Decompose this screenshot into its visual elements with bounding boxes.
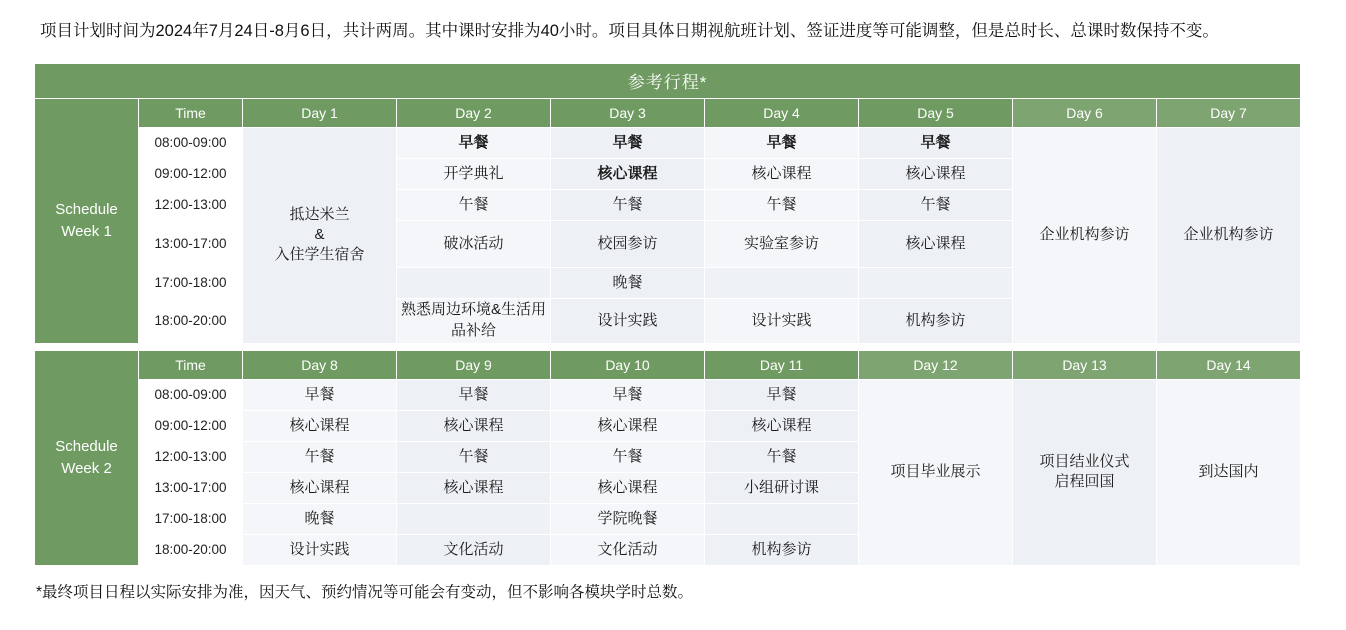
cell-day3: 晚餐 <box>551 267 705 298</box>
cell-day2: 午餐 <box>397 189 551 220</box>
time-cell: 18:00-20:00 <box>139 534 243 565</box>
week1-col-day5: Day 5 <box>859 98 1013 127</box>
cell-day10: 学院晚餐 <box>551 503 705 534</box>
cell-day4: 设计实践 <box>705 298 859 343</box>
cell-day8: 晚餐 <box>243 503 397 534</box>
week1-label-line2: Week 1 <box>61 222 112 240</box>
cell-day8: 设计实践 <box>243 534 397 565</box>
week1-day1-line1: 抵达米兰 <box>289 205 350 223</box>
cell-day9: 早餐 <box>397 379 551 410</box>
cell-day2 <box>397 267 551 298</box>
cell-day11: 机构参访 <box>705 534 859 565</box>
cell-day9: 核心课程 <box>397 410 551 441</box>
week1-day1-line3: 入住学生宿舍 <box>274 246 365 264</box>
cell-day10: 文化活动 <box>551 534 705 565</box>
cell-day5: 核心课程 <box>859 220 1013 267</box>
cell-day3: 早餐 <box>551 127 705 158</box>
week2-day13-merged <box>1013 379 1157 565</box>
cell-day2: 早餐 <box>397 127 551 158</box>
week1-label <box>35 98 139 343</box>
week1-col-day3: Day 3 <box>551 98 705 127</box>
cell-day2: 破冰活动 <box>397 220 551 267</box>
week2-col-day8: Day 8 <box>243 350 397 379</box>
cell-day3: 校园参访 <box>551 220 705 267</box>
week1-day6-merged: 企业机构参访 <box>1013 127 1157 343</box>
cell-day11: 核心课程 <box>705 410 859 441</box>
time-cell: 08:00-09:00 <box>139 127 243 158</box>
time-cell: 17:00-18:00 <box>139 503 243 534</box>
cell-day10: 核心课程 <box>551 472 705 503</box>
week1-day7-merged: 企业机构参访 <box>1157 127 1301 343</box>
week2-day13-line2: 启程回国 <box>1054 473 1115 491</box>
week2-col-day14: Day 14 <box>1157 350 1301 379</box>
week1-header-row <box>35 98 1301 127</box>
cell-day5: 早餐 <box>859 127 1013 158</box>
week1-col-day2: Day 2 <box>397 98 551 127</box>
table-row <box>35 379 1301 410</box>
week1-col-time: Time <box>139 98 243 127</box>
cell-day4: 实验室参访 <box>705 220 859 267</box>
week1-label-line1: Schedule <box>55 200 118 218</box>
table-title: 参考行程* <box>35 63 1301 98</box>
week1-col-day7: Day 7 <box>1157 98 1301 127</box>
week2-col-day11: Day 11 <box>705 350 859 379</box>
time-cell: 08:00-09:00 <box>139 379 243 410</box>
week1-day1-merged <box>243 127 397 343</box>
week2-label-line2: Week 2 <box>61 459 112 477</box>
cell-day2: 开学典礼 <box>397 158 551 189</box>
cell-day5: 核心课程 <box>859 158 1013 189</box>
week2-col-day9: Day 9 <box>397 350 551 379</box>
cell-day8: 核心课程 <box>243 410 397 441</box>
week2-day14-merged: 到达国内 <box>1157 379 1301 565</box>
cell-day5: 机构参访 <box>859 298 1013 343</box>
time-cell: 12:00-13:00 <box>139 189 243 220</box>
footnote: *最终项目日程以实际安排为准，因天气、预约情况等可能会有变动，但不影响各模块学时总数。 <box>36 583 694 601</box>
week-separator <box>35 343 1301 350</box>
week2-col-day10: Day 10 <box>551 350 705 379</box>
cell-day10: 核心课程 <box>551 410 705 441</box>
cell-day10: 早餐 <box>551 379 705 410</box>
cell-day4: 早餐 <box>705 127 859 158</box>
cell-day11: 午餐 <box>705 441 859 472</box>
time-cell: 17:00-18:00 <box>139 267 243 298</box>
week2-header-row <box>35 350 1301 379</box>
cell-day3: 设计实践 <box>551 298 705 343</box>
week2-col-day13: Day 13 <box>1013 350 1157 379</box>
time-cell: 12:00-13:00 <box>139 441 243 472</box>
cell-day9: 午餐 <box>397 441 551 472</box>
week2-day13-line1: 项目结业仪式 <box>1039 452 1130 470</box>
table-title-row <box>35 63 1301 98</box>
week2-label-line1: Schedule <box>55 437 118 455</box>
schedule-table <box>34 63 1301 566</box>
cell-day11 <box>705 503 859 534</box>
cell-day5 <box>859 267 1013 298</box>
time-cell: 13:00-17:00 <box>139 472 243 503</box>
cell-day10: 午餐 <box>551 441 705 472</box>
cell-day3: 核心课程 <box>551 158 705 189</box>
cell-day4: 午餐 <box>705 189 859 220</box>
time-cell: 18:00-20:00 <box>139 298 243 343</box>
cell-day3: 午餐 <box>551 189 705 220</box>
cell-day5: 午餐 <box>859 189 1013 220</box>
week1-col-day6: Day 6 <box>1013 98 1157 127</box>
week1-col-day1: Day 1 <box>243 98 397 127</box>
cell-day11: 早餐 <box>705 379 859 410</box>
time-cell: 09:00-12:00 <box>139 410 243 441</box>
cell-day9 <box>397 503 551 534</box>
cell-day11: 小组研讨课 <box>705 472 859 503</box>
table-row <box>35 127 1301 158</box>
cell-day9: 核心课程 <box>397 472 551 503</box>
week2-col-time: Time <box>139 350 243 379</box>
cell-day8: 早餐 <box>243 379 397 410</box>
cell-day4: 核心课程 <box>705 158 859 189</box>
cell-day8: 午餐 <box>243 441 397 472</box>
intro-paragraph: 项目计划时间为2024年7月24日-8月6日，共计两周。其中课时安排为40小时。项目具体日期视航班计划、签证进度等可能调整，但是总时长、总课时数保持不变。 <box>40 22 1219 40</box>
week1-day1-line2: & <box>314 226 325 244</box>
week1-col-day4: Day 4 <box>705 98 859 127</box>
cell-day9: 文化活动 <box>397 534 551 565</box>
cell-day2: 熟悉周边环境&生活用品补给 <box>397 298 551 343</box>
week2-label <box>35 350 139 565</box>
week2-col-day12: Day 12 <box>859 350 1013 379</box>
time-cell: 09:00-12:00 <box>139 158 243 189</box>
week2-day12-merged: 项目毕业展示 <box>859 379 1013 565</box>
time-cell: 13:00-17:00 <box>139 220 243 267</box>
cell-day4 <box>705 267 859 298</box>
cell-day8: 核心课程 <box>243 472 397 503</box>
